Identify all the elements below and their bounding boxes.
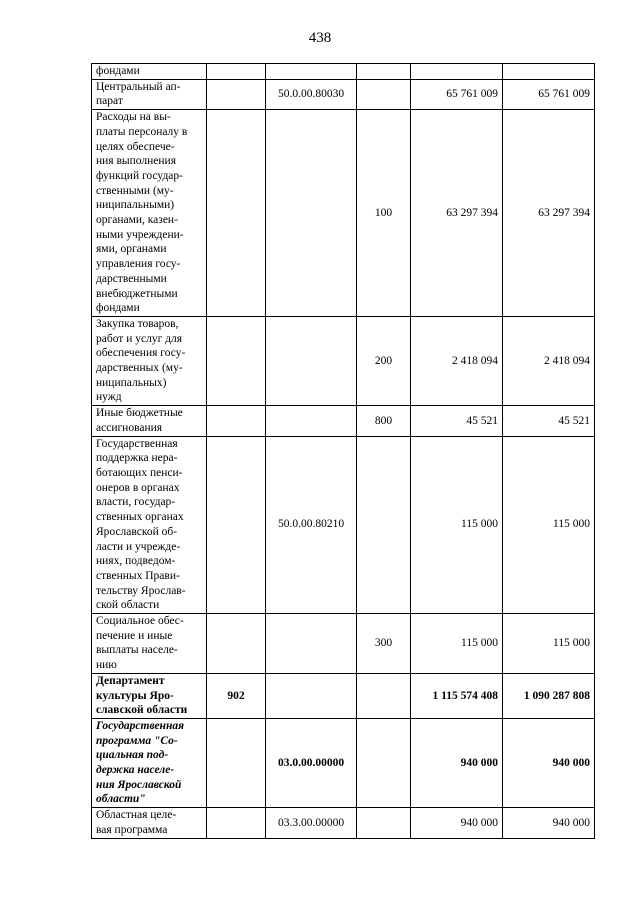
name-cell: фондами: [92, 64, 207, 80]
name-cell: Центральный ап- парат: [92, 79, 207, 109]
department-code-cell: [207, 110, 266, 317]
target-article-cell: [266, 614, 357, 674]
amount-1-cell: 2 418 094: [411, 316, 503, 405]
target-article-cell: [266, 673, 357, 718]
target-article-cell: [266, 64, 357, 80]
table-row: [92, 808, 595, 838]
amount-2-cell: 45 521: [503, 406, 595, 436]
amount-1-cell: 940 000: [411, 718, 503, 807]
table-row: [92, 406, 595, 436]
amount-1-cell: 65 761 009: [411, 79, 503, 109]
department-code-cell: [207, 436, 266, 613]
table-row: [92, 614, 595, 674]
name-cell: Департамент культуры Яро- славской области: [92, 673, 207, 718]
amount-1-cell: 115 000: [411, 436, 503, 613]
name-cell: Социальное обес- печение и иные выплаты населе- нию: [92, 614, 207, 674]
expense-type-cell: [357, 718, 411, 807]
table-row: [92, 110, 595, 317]
amount-2-cell: 63 297 394: [503, 110, 595, 317]
amount-2-cell: 1 090 287 808: [503, 673, 595, 718]
amount-1-cell: 115 000: [411, 614, 503, 674]
target-article-cell: 50.0.00.80210: [266, 436, 357, 613]
expense-type-cell: [357, 808, 411, 838]
department-code-cell: [207, 406, 266, 436]
name-cell: Иные бюджетные ассигнования: [92, 406, 207, 436]
target-article-cell: 03.0.00.00000: [266, 718, 357, 807]
amount-1-cell: [411, 64, 503, 80]
amount-1-cell: 45 521: [411, 406, 503, 436]
target-article-cell: [266, 316, 357, 405]
table-row: [92, 673, 595, 718]
target-article-cell: [266, 406, 357, 436]
department-code-cell: [207, 316, 266, 405]
amount-1-cell: 63 297 394: [411, 110, 503, 317]
table-row: [92, 64, 595, 80]
table-row: [92, 79, 595, 109]
department-code-cell: [207, 614, 266, 674]
expense-type-cell: 200: [357, 316, 411, 405]
target-article-cell: [266, 110, 357, 317]
department-code-cell: [207, 808, 266, 838]
name-cell: Закупка товаров, работ и услуг для обеспечения госу- дарственных (му- ниципальных) нужд: [92, 316, 207, 405]
amount-2-cell: 2 418 094: [503, 316, 595, 405]
expense-type-cell: 100: [357, 110, 411, 317]
name-cell: Государственная поддержка нера- ботающих пенси- онеров в органах власти, государ- ственных органах Ярославской об- ласти и учрежде- ниях, подведом- ственных Прави- тельству Ярослав- ской области: [92, 436, 207, 613]
table-row: [92, 718, 595, 807]
name-cell: Областная целе- вая программа: [92, 808, 207, 838]
department-code-cell: 902: [207, 673, 266, 718]
department-code-cell: [207, 79, 266, 109]
target-article-cell: 50.0.00.80030: [266, 79, 357, 109]
amount-2-cell: [503, 64, 595, 80]
expense-type-cell: 300: [357, 614, 411, 674]
department-code-cell: [207, 64, 266, 80]
name-cell: Расходы на вы- платы персоналу в целях обеспече- ния выполнения функций государ- ственными (му- ниципальными) органами, казен- ными учреждени- ями, органами управления госу- дарственными внебюджетными фондами: [92, 110, 207, 317]
table-row: [92, 436, 595, 613]
expense-type-cell: [357, 673, 411, 718]
page-number: 438: [308, 30, 332, 46]
expense-type-cell: 800: [357, 406, 411, 436]
amount-2-cell: 115 000: [503, 436, 595, 613]
amount-2-cell: 115 000: [503, 614, 595, 674]
target-article-cell: 03.3.00.00000: [266, 808, 357, 838]
amount-2-cell: 940 000: [503, 808, 595, 838]
department-code-cell: [207, 718, 266, 807]
expense-type-cell: [357, 64, 411, 80]
amount-2-cell: 940 000: [503, 718, 595, 807]
amount-1-cell: 1 115 574 408: [411, 673, 503, 718]
budget-table: [91, 63, 595, 839]
name-cell: Государственная программа "Со- циальная под- держка населе- ния Ярославской области": [92, 718, 207, 807]
table-row: [92, 316, 595, 405]
amount-2-cell: 65 761 009: [503, 79, 595, 109]
expense-type-cell: [357, 436, 411, 613]
amount-1-cell: 940 000: [411, 808, 503, 838]
expense-type-cell: [357, 79, 411, 109]
